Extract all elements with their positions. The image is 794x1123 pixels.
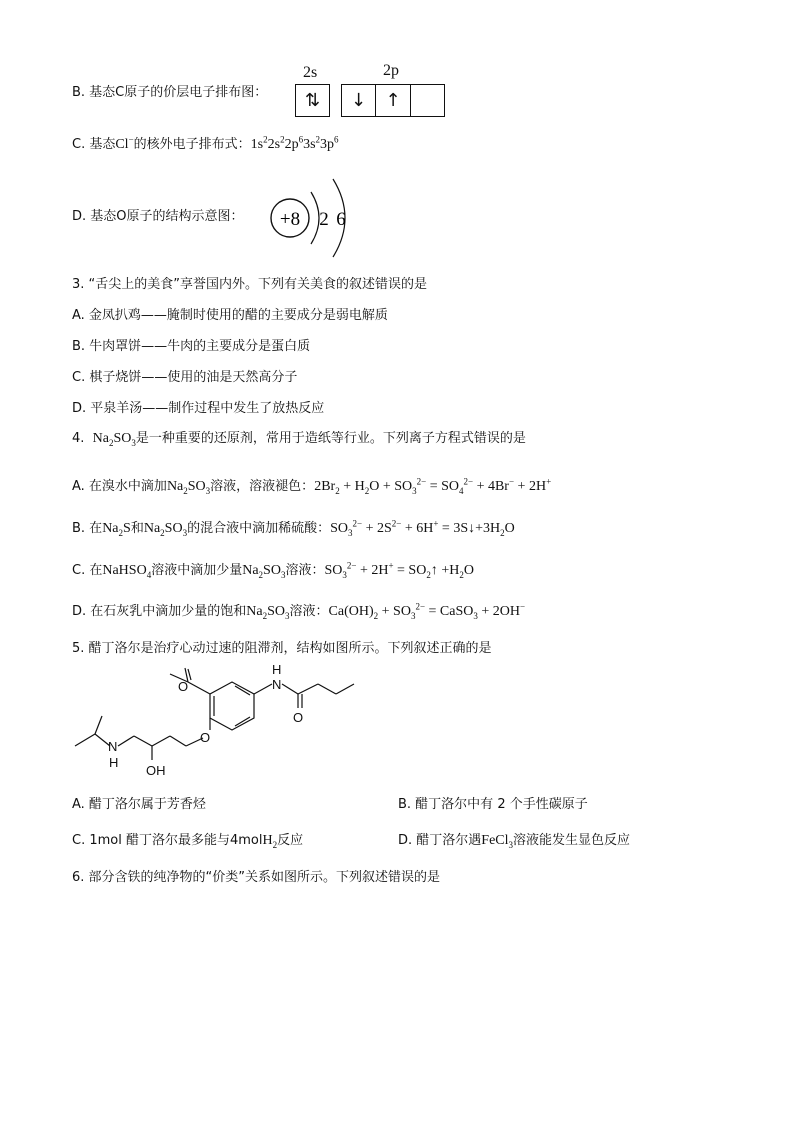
orbital-2s-label: 2s bbox=[303, 64, 318, 81]
question-6: 6. 部分含铁的纯净物的“价类”关系如图所示。下列叙述错误的是 bbox=[72, 870, 441, 885]
question-3: 3. “舌尖上的美食”享誉国内外。下列有关美食的叙述错误的是 bbox=[72, 277, 428, 292]
option-b-c-orbital bbox=[72, 84, 267, 102]
question-5-option-b: B. 醋丁洛尔中有 2 个手性碳原子 bbox=[398, 797, 588, 812]
oxygen-atom-diagram bbox=[265, 172, 360, 262]
question-3-option-b: B. 牛肉罩饼——牛肉的主要成分是蛋白质 bbox=[72, 339, 311, 354]
equation: $SO_3^{2-} + 2S^{2-} + 6H^+$ = $3S↓+3H_2O$ bbox=[330, 518, 515, 538]
equation: $2Br_2 + H_2O + SO_3^{2-} = SO_4^{2-} + 4Br^- + 2H^+$ bbox=[314, 476, 552, 496]
equation: $SO_3^{2-} + 2H^+$ = $SO_2↑ +H_2O$ bbox=[324, 560, 474, 580]
ketone-o: O bbox=[178, 679, 189, 694]
shell-1-electrons: 2 bbox=[319, 209, 329, 230]
hydroxyl-oh: OH bbox=[146, 763, 166, 778]
option-text: D. 基态O原子的结构示意图： bbox=[72, 209, 244, 224]
option-text: C. 基态 bbox=[72, 137, 116, 152]
question-5: 5. 醋丁洛尔是治疗心动过速的阻滞剂，结构如图所示。下列叙述正确的是 bbox=[72, 641, 492, 656]
chloride-ion: Cl− bbox=[115, 134, 134, 152]
question-4-option-d: D. 在石灰乳中滴加少量的饱和$Na_2SO_3$溶液：$Ca(OH)_2 + SO_3^{2-}$ = CaSO$_3$ + 2OH− bbox=[72, 601, 526, 621]
nucleus-charge: +8 bbox=[279, 209, 301, 230]
up-arrow-icon: ↑ bbox=[385, 89, 401, 111]
option-c-cl-config bbox=[72, 136, 339, 154]
equation: $Ca(OH)_2 + SO_3^{2-}$ = CaSO$_3$ + 2OH− bbox=[328, 601, 526, 621]
question-3-option-a: A. 金凤扒鸡——腌制时使用的醋的主要成分是弱电解质 bbox=[72, 308, 388, 323]
question-4-option-c: C. 在NaHSO$_4$溶液中滴加少量$Na_2SO_3$溶液：$SO_3^{2-} + 2H^+$ = $SO_2↑ +H_2O$ bbox=[72, 560, 474, 580]
formula: $Na_2SO_3$ bbox=[92, 431, 136, 448]
down-arrow-icon: ↓ bbox=[350, 89, 367, 111]
question-4-option-a: A. 在溴水中滴加$Na_2SO_3$溶液，溶液褪色：$2Br_2 + H_2O + SO_3^{2-} = SO_4^{2-} + 4Br^- + 2H^+$ bbox=[72, 476, 552, 496]
amine-n: N bbox=[108, 739, 118, 754]
amine-h: H bbox=[109, 755, 119, 770]
question-4-option-b: B. 在$Na_2S$和$Na_2SO_3$的混合液中滴加稀硫酸：$SO_3^{2-} + 2S^{2-} + 6H^+$ = $3S↓+3H_2O$ bbox=[72, 518, 515, 538]
question-5-option-a: A. 醋丁洛尔属于芳香烃 bbox=[72, 797, 206, 812]
electron-config: $1s^22s^22p^63s^23p^6$ bbox=[250, 134, 339, 152]
option-d-o-structure bbox=[72, 208, 244, 226]
question-5-option-c: C. 1mol 醋丁洛尔最多能与4molH$_2$反应 bbox=[72, 833, 304, 850]
amide-n: N bbox=[272, 677, 282, 692]
question-3-option-c: C. 棋子烧饼——使用的油是天然高分子 bbox=[72, 370, 298, 385]
orbital-2p-label: 2p bbox=[383, 62, 399, 79]
question-3-option-d: D. 平泉羊汤——制作过程中发生了放热反应 bbox=[72, 401, 325, 416]
ether-o: O bbox=[200, 730, 211, 745]
shell-arc-1 bbox=[311, 192, 319, 244]
option-text: B. 基态C原子的价层电子排布图： bbox=[72, 85, 268, 100]
orbital-2p-box bbox=[341, 84, 445, 117]
acebutolol-structure bbox=[60, 662, 360, 785]
shell-2-electrons: 6 bbox=[336, 209, 346, 230]
amide-o: O bbox=[293, 710, 304, 725]
question-4: 4. $Na_2SO_3$是一种重要的还原剂，常用于造纸等行业。下列离子方程式错误的是 bbox=[72, 431, 526, 448]
up-down-arrow-icon: ⇅ bbox=[304, 89, 321, 111]
question-5-option-d: D. 醋丁洛尔遇FeCl$_3$溶液能发生显色反应 bbox=[398, 833, 631, 850]
question-text: 是一种重要的还原剂，常用于造纸等行业。下列离子方程式错误的是 bbox=[135, 431, 526, 446]
orbital-2s-box bbox=[295, 84, 330, 117]
amide-h: H bbox=[272, 662, 282, 677]
option-text: 的核外电子排布式： bbox=[133, 137, 251, 152]
